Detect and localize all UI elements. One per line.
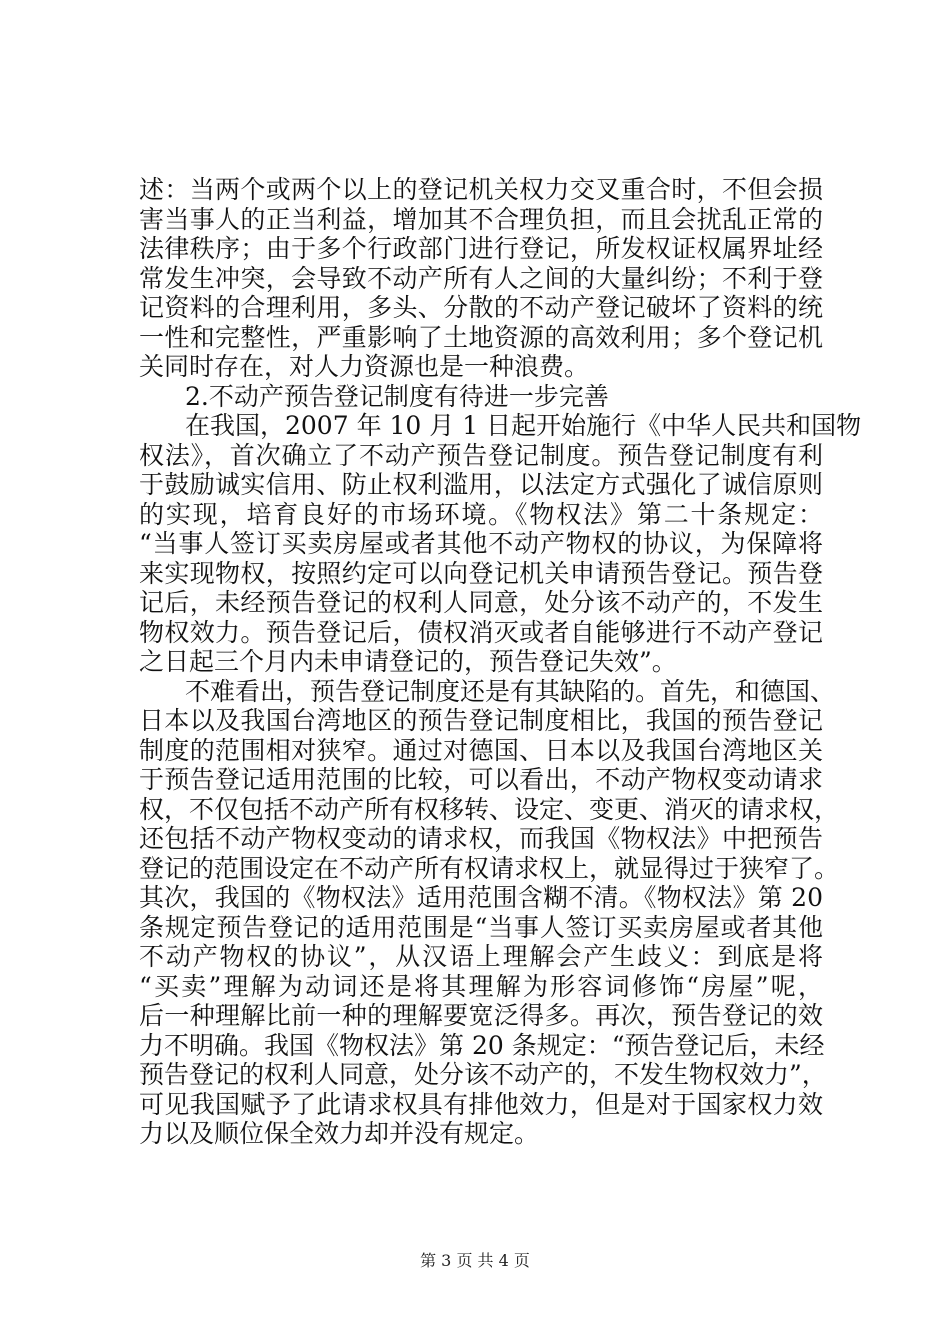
paragraph bbox=[139, 411, 862, 677]
text-line: 记后，未经预告登记的权利人同意，处分该不动产的，不发生 bbox=[139, 588, 823, 617]
paragraph bbox=[139, 676, 840, 1149]
text-line: 日本以及我国台湾地区的预告登记制度相比，我国的预告登记 bbox=[139, 706, 823, 735]
text-line: 述：当两个或两个以上的登记机关权力交叉重合时，不但会损 bbox=[139, 175, 823, 204]
text-line: 于预告登记适用范围的比较，可以看出，不动产物权变动请求 bbox=[139, 765, 823, 794]
text-line: 在我国，2007 年 10 月 1 日起开始施行《中华人民共和国物 bbox=[185, 411, 862, 440]
text-line: 法律秩序；由于多个行政部门进行登记，所发权证权属界址经 bbox=[139, 234, 823, 263]
text-line: 来实现物权，按照约定可以向登记机关申请预告登记。预告登 bbox=[139, 558, 823, 588]
text-line: 不难看出，预告登记制度还是有其缺陷的。首先，和德国、 bbox=[185, 676, 836, 706]
text-line: 权法》，首次确立了不动产预告登记制度。预告登记制度有利 bbox=[139, 440, 823, 470]
paragraph bbox=[139, 175, 823, 382]
text-line: “当事人签订买卖房屋或者其他不动产物权的协议，为保障将 bbox=[139, 529, 823, 558]
text-line: 一性和完整性，严重影响了土地资源的高效利用；多个登记机 bbox=[139, 322, 823, 352]
text-line: 害当事人的正当利益，增加其不合理负担，而且会扰乱正常的 bbox=[139, 204, 823, 234]
text-line: 的实现，培育良好的市场环境。《物权法》第二十条规定： bbox=[139, 499, 823, 529]
text-line: 其次，我国的《物权法》适用范围含糊不清。《物权法》第 20 bbox=[139, 883, 823, 912]
text-line: 条规定预告登记的适用范围是“当事人签订买卖房屋或者其他 bbox=[139, 912, 823, 942]
text-line: 后一种理解比前一种的理解要宽泛得多。再次，预告登记的效 bbox=[139, 1001, 823, 1030]
text-line: 制度的范围相对狭窄。通过对德国、日本以及我国台湾地区关 bbox=[139, 735, 823, 765]
text-line: 预告登记的权利人同意，处分该不动产的，不发生物权效力”， bbox=[139, 1060, 827, 1089]
text-line: 之日起三个月内未申请登记的，预告登记失效”。 bbox=[139, 647, 677, 676]
text-line: 力以及顺位保全效力却并没有规定。 bbox=[139, 1119, 540, 1148]
text-line: 还包括不动产物权变动的请求权，而我国《物权法》中把预告 bbox=[139, 824, 823, 853]
text-line: 于鼓励诚实信用、防止权利滥用，以法定方式强化了诚信原则 bbox=[139, 470, 823, 499]
text-line: 不动产物权的协议”，从汉语上理解会产生歧义：到底是将 bbox=[139, 942, 823, 971]
text-line: “买卖”理解为动词还是将其理解为形容词修饰“房屋”呢， bbox=[139, 971, 823, 1001]
text-line: 关同时存在，对人力资源也是一种浪费。 bbox=[139, 352, 590, 381]
text-line: 可见我国赋予了此请求权具有排他效力，但是对于国家权力效 bbox=[139, 1089, 823, 1119]
paragraph bbox=[139, 382, 823, 412]
text-line: 物权效力。预告登记后，债权消灭或者自能够进行不动产登记 bbox=[139, 617, 823, 647]
text-line: 权，不仅包括不动产所有权移转、设定、变更、消灭的请求权， bbox=[139, 794, 840, 824]
body-text bbox=[139, 175, 862, 1149]
text-line: 登记的范围设定在不动产所有权请求权上，就显得过于狭窄了。 bbox=[139, 853, 840, 883]
text-line: 常发生冲突，会导致不动产所有人之间的大量纠纷；不利于登 bbox=[139, 263, 823, 293]
text-line: 记资料的合理利用，多头、分散的不动产登记破坏了资料的统 bbox=[139, 293, 823, 322]
text-line: 2.不动产预告登记制度有待进一步完善 bbox=[185, 381, 609, 411]
page-footer: 第 3 页 共 4 页 bbox=[420, 1251, 530, 1270]
text-line: 力不明确。我国《物权法》第 20 条规定：“预告登记后，未经 bbox=[139, 1030, 825, 1060]
